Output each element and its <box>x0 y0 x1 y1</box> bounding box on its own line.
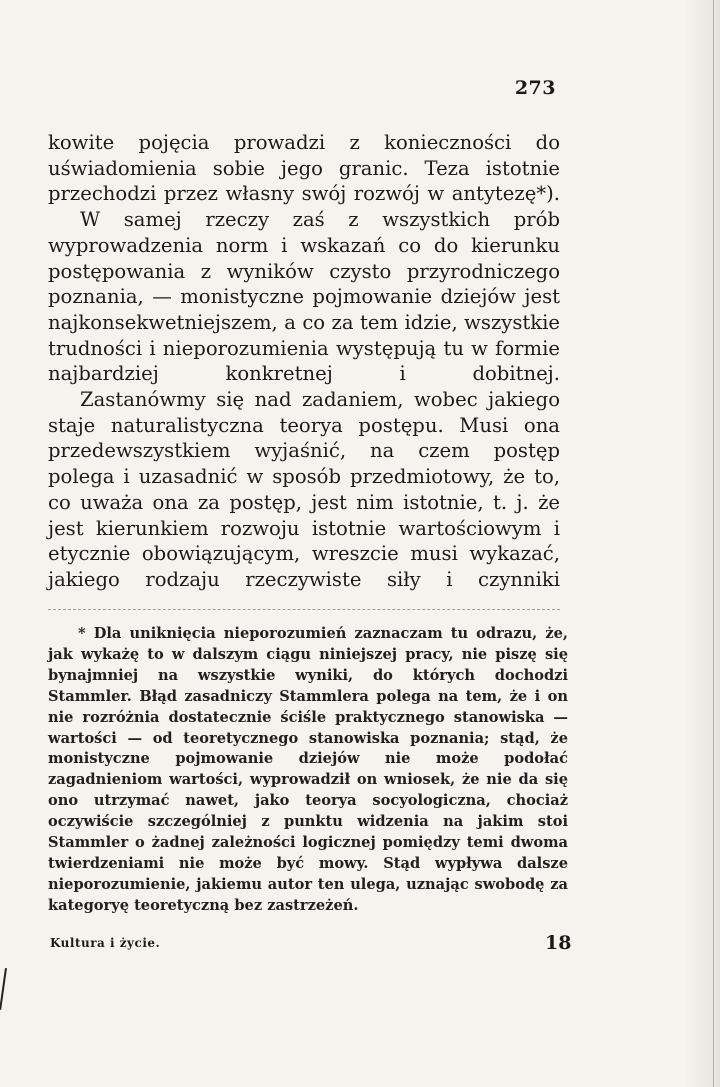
page-edge-line <box>713 0 714 1087</box>
footnote-text: * Dla uniknięcia nieporozumień zaznaczam tu odrazu, że, jak wykażę to w dalszym ciągu niniejszej pracy, nie piszę się bynajmniej na wszystkie wyniki, do których dochodzi Stammler. Błąd zasadniczy Stammlera polega na tem, że i on nie rozróżnia dostatecznie ściśle praktycznego stanowiska — wartości — od teoretycznego stanowiska poznania; stąd, że monistyczne pojmowanie dziejów nie może podołać zagadnieniom wartości, wyprowadził on wniosek, że nie da się ono utrzymać nawet, jako teorya socyologiczna, chociaż oczywiście szczególniej z punktu widzenia na jakim stoi Stammler o żadnej zależności logicznej pomiędzy temi dwoma twierdzeniami nie może być mowy. Stąd wypływa dalsze nieporozumienie, jakiemu autor ten ulega, uznając swobodę za kategoryę teoretyczną bez zastrzeżeń. <box>48 625 568 914</box>
margin-mark <box>0 968 7 1010</box>
page-edge-shadow <box>684 0 720 1087</box>
main-text <box>48 130 560 593</box>
paragraph-3: Zastanówmy się nad zadaniem, wobec jakiego staje naturalistyczna teorya postępu. Musi ona przedewszystkiem wyjaśnić, na czem postęp polega i uzasadnić w sposób przedmiotowy, że to, co uważa ona za postęp, jest nim istotnie, t. j. że jest kierunkiem rozwoju istotnie wartościowym i etycznie obowiązującym, wreszcie musi wykazać, jakiego rodzaju rzeczywiste siły i czynniki <box>48 388 560 591</box>
sheet-number: 18 <box>545 932 572 954</box>
footnote-separator <box>48 609 560 610</box>
page-number: 273 <box>514 77 556 99</box>
paragraph-2: W samej rzeczy zaś z wszystkich prób wyprowadzenia norm i wskazań co do kierunku postępowania z wyników czysto przyrodniczego poznania, — monistyczne pojmowanie dziejów jest najkonsekwetniejszem, a co za tem idzie, wszystkie trudności i nieporozumienia występują tu w formie najbardziej konkretnej i dobitnej. <box>48 208 560 386</box>
signature-mark: Kultura i życie. <box>50 936 161 950</box>
footnote <box>48 624 568 917</box>
paragraph-1: kowite pojęcia prowadzi z konieczności do uświadomienia sobie jego granic. Teza istotnie przechodzi przez własny swój rozwój w antytezę*). <box>48 131 560 206</box>
